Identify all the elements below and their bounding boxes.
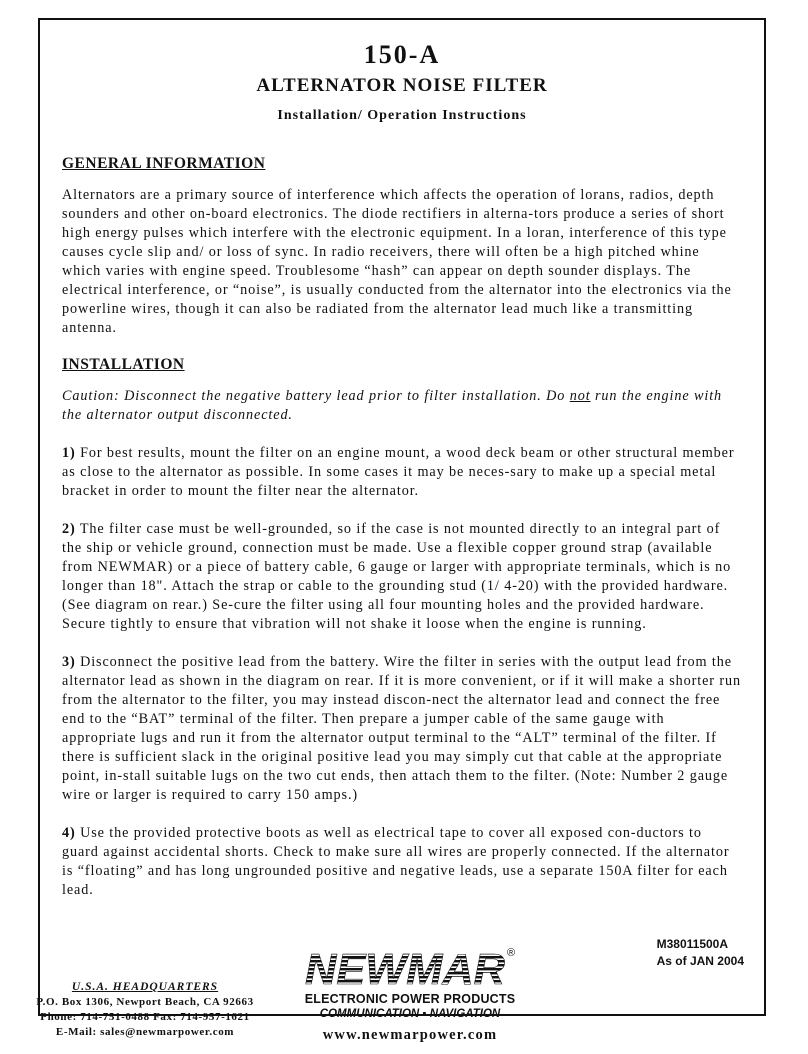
general-info-heading: GENERAL INFORMATION (62, 155, 266, 172)
step-number: 4) (62, 825, 76, 841)
step-1 (62, 444, 742, 501)
document-number-block (657, 936, 744, 970)
step-number: 3) (62, 654, 76, 670)
step-text: Disconnect the positive lead from the battery. Wire the filter in series with the output lead from the alternator lead as shown in the diagram on rear. If it is more convenient, or if it will make a shorter run from the alternator to the filter, you may instead discon-nect the alternator lead and connect the free end to the “BAT” terminal of the filter. Then prepare a jumper cable of the same gauge with appropriate lugs and run it from the alternator output terminal to the “ALT” terminal of the filter. If there is sufficient slack in the original positive lead you may simply cut that cable at the appropriate point, in-stall suitable lugs on the two cut ends, then attach them to the filter. (Note: Number 2 gauge wire or larger is required to carry 150 amps.) (62, 654, 741, 803)
caution-text-end: run the engine with the alternator output disconnected. (62, 388, 723, 423)
brand-tagline-products: ELECTRONIC POWER PRODUCTS (304, 992, 516, 1006)
installation-heading: INSTALLATION (62, 356, 185, 373)
general-info-body: Alternators are a primary source of interference which affects the operation of lorans, radios, depth sounders and other on-board electronics. The diode rectifiers in alterna-tors produce a series of short high energy pulses which interfere with the electronic equipment. In a loran, interference of this type causes cycle slip and/ or loss of sync. In radio receivers, there will often be a high pitched whine which varies with engine speed. Troublesome “hash” can appear on depth sounder displays. The electrical interference, or “noise”, is usually conducted from the alternator into the electronics via the powerline wires, though it can also be radiated from the alternator lead much like a transmitting antenna. (62, 187, 732, 336)
newmar-logo (297, 944, 523, 990)
document-number: M38011500A (656, 937, 729, 951)
step-3 (62, 653, 742, 805)
step-text: The filter case must be well-grounded, so if the case is not mounted directly to an integral part of the ship or vehicle ground, connection must be made. Use a flexible copper ground strap (available from NEWMAR) or a piece of battery cable, 6 gauge or larger with appropriate terminals, which is no longer than 18". Attach the strap or cable to the grounding stud (1/ 4-20) with the provided hardware. (See diagram on rear.) Se-cure the filter using all four mounting holes and the provided hardware. Secure tightly to ensure that vibration will not shake it loose when the engine is running. (62, 521, 732, 632)
headquarters-title: U.S.A. HEADQUARTERS (71, 981, 219, 993)
step-text: For best results, mount the filter on an engine mount, a wood deck beam or other structural member as close to the alternator as possible. In some cases it may be neces-sary to make up a special metal bracket in order to mount the filter near the alternator. (62, 445, 735, 499)
step-2 (62, 520, 742, 634)
headquarters-phone: Phone: 714-751-0488 Fax: 714-957-1621 (40, 1011, 250, 1023)
caution-emphasis: not (569, 388, 591, 404)
headquarters-block (0, 980, 290, 1040)
caution-text-start: Caution: Disconnect the negative battery lead prior to filter installation. Do (62, 388, 570, 404)
logo-wordmark: NEWMAR (305, 945, 506, 990)
step-4 (62, 824, 742, 900)
document-subtitle: Installation/ Operation Instructions (277, 108, 527, 123)
document-date: As of JAN 2004 (656, 954, 744, 968)
caution-note (62, 387, 742, 425)
headquarters-email: E-Mail: sales@newmarpower.com (55, 1026, 235, 1038)
registered-mark: ® (507, 947, 516, 959)
brand-block (290, 944, 530, 1045)
step-number: 1) (62, 445, 76, 461)
brand-tagline-services: COMMUNICATION ▪ NAVIGATION (319, 1008, 501, 1020)
document-border (38, 18, 766, 1016)
step-number: 2) (62, 521, 76, 537)
model-number: 150-A (363, 40, 441, 69)
step-text: Use the provided protective boots as well as electrical tape to cover all exposed con-ductors to guard against accidental shorts. Check to make sure all wires are properly connected. If the alternator is “floating” and has long ungrounded positive and negative leads, use a separate 150A filter for each lead. (62, 825, 730, 898)
document-title: ALTERNATOR NOISE FILTER (256, 75, 548, 96)
document-content (62, 38, 742, 900)
website-link[interactable]: www.newmarpower.com (322, 1027, 498, 1043)
headquarters-address: P.O. Box 1306, Newport Beach, CA 92663 (36, 996, 254, 1008)
